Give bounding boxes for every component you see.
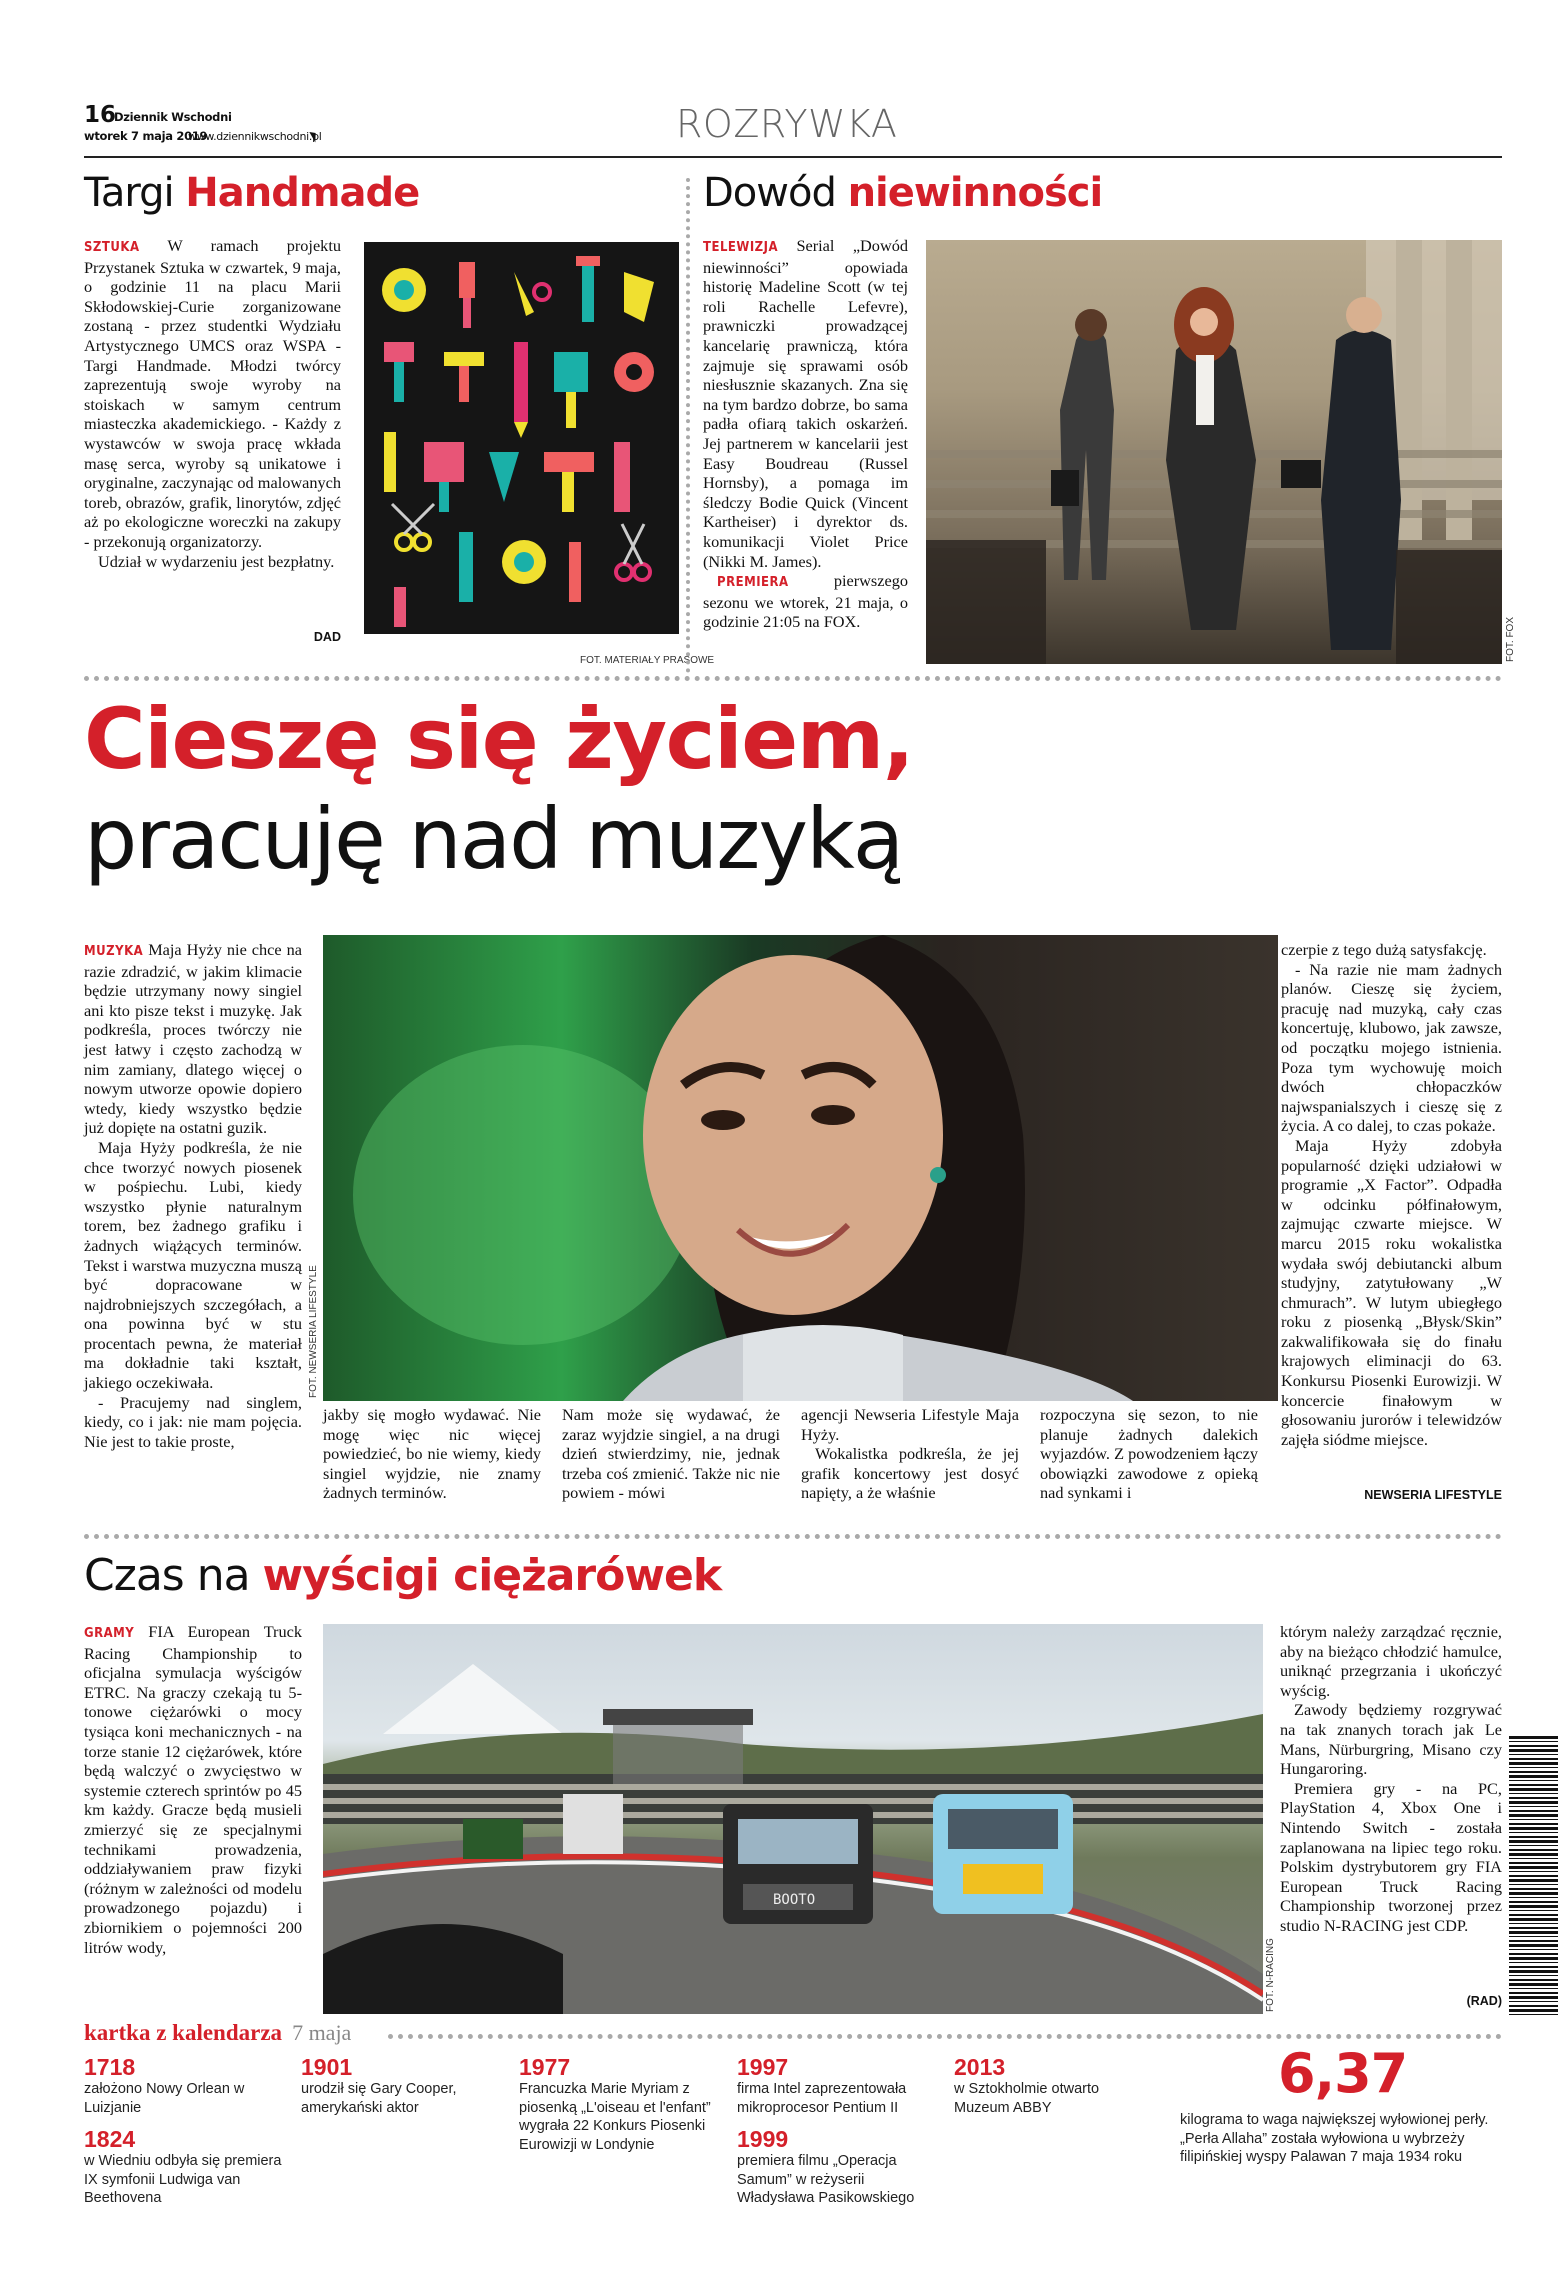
article-muzyka-p2: Maja Hyży podkreśla, że nie chce tworzyć nowych piosenek w pośpiechu. Lubi, kiedy wszystko płynie naturalnym torem, bez żadnego grafiku i żadnych wiążących terminów. Tekst i warstwa muzyczna muszą być dopracowane w najdrobniejszych szczegółach, a ona powinna być w stu procentach pewna, że materiał ma dokładnie taki kształt, jakiego oczekiwała. <box>84 1137 302 1393</box>
article-muzyka-col6-p2: - Na razie nie mam żadnych planów. Cieszę się życiem, pracuję nad muzyką, cały czas koncertuję, klubowo, jak zawsze, od początku mojego istnienia. Poza tym wychowuję moich dwóch chłopaczków najwspanialszych i cieszę się z życia. A co dalej, to czas pokaże. <box>1281 959 1502 1136</box>
article-targi-p1: SZTUKA W ramach projektu Przystanek Sztuka w czwartek, 9 maja, o godzinie 11 na placu Marii Skłodowskiej-Curie zorganizowane zostaną - przez studentki Wydziału Artystycznego UMCS oraz WSPA - Targi Handmade. Młodzi twórcy zaprezentują swoje wyroby na stoiskach w samym centrum miasteczka akademickiego. - Każdy z wystawców w swoja pracę wkłada masę serca, wyroby są unikatowe i oryginalne, zaczynając od malowanych toreb, obrazów, grafik, linorytów, zdjęć aż po ekologiczne woreczki na zakupy - przekonują organizatorzy. <box>84 236 341 551</box>
column-divider-top <box>686 178 690 673</box>
article-muzyka-col4-p2: Wokalistka podkreśla, że jej grafik koncertowy jest dosyć napięty, a że właśnie <box>801 1444 1019 1503</box>
tools-pattern <box>382 256 654 627</box>
calendar-entry-1999 <box>737 2126 937 2208</box>
kicker-sztuka: SZTUKA <box>84 240 140 255</box>
calendar-title: kartka z kalendarza <box>84 2020 283 2045</box>
photo-credit-fox: FOT. FOX <box>1505 617 1516 662</box>
truck-racing-screenshot <box>323 1624 1263 2014</box>
calendar-year: 2013 <box>954 2054 1006 2080</box>
barcode <box>1509 1736 1558 2016</box>
tv-series-photo <box>926 240 1502 664</box>
photo-credit-targi: FOT. MATERIAŁY PRASOWE <box>580 655 715 666</box>
section-divider-1 <box>84 676 1502 681</box>
article-gramy-p1: GRAMY FIA European Truck Racing Championship to oficjalna symulacja wyścigów ETRC. Na graczy czekają tu 5-tonowe ciężarówki o mocy tysiąca koni mechanicznych - na torze stanie 12 ciężarówek, które będą walczyć o zwycięstwo w systemie czterech sprintów po 45 km każdy. Gracze będą musieli zmierzyć się ze specjalnymi technikami prowadzenia, oddziaływaniem praw fizyki (różnym w zależności od modelu prowadzonego pojazdu) i zbiornikiem o pojemności 200 litrów wody, <box>84 1622 302 1957</box>
photo-credit-newseria: FOT. NEWSERIA LIFESTYLE <box>308 1265 319 1398</box>
kicker-telewizja: TELEWIZJA <box>703 240 779 255</box>
calendar-year: 1718 <box>84 2054 136 2080</box>
calendar-entry-1997 <box>737 2054 937 2117</box>
article-muzyka-col4 <box>801 1405 1019 1503</box>
article-gramy-right-p3: Premiera gry - na PC, PlayStation 4, Xbox One i Nintendo Switch - została zaplanowana na lipiec tego roku. Polskim dystrybutorem gry FIA European Truck Racing Championship tworzonej przez studio N-RACING jest CDP. <box>1280 1778 1502 1935</box>
fact-text: kilograma to waga największej wyłowionej perły. „Perła Allaha” została wyłowiona u wybrzeży filipińskiej wyspy Palawan 7 maja 1934 roku <box>1180 2112 1489 2165</box>
fact-number: 6,37 <box>1278 2042 1408 2105</box>
calendar-text: firma Intel zaprezentowała mikroprocesor Pentium II <box>737 2081 907 2116</box>
article-gramy-right-p1: którym należy zarządzać ręcznie, aby na bieżąco chłodzić hamulce, uniknąć przegrzania i ukończyć wyścig. <box>1280 1622 1502 1700</box>
article-muzyka-col6-p1: czerpie z tego dużą satysfakcję. <box>1281 940 1487 959</box>
article-targi-p2: Udział w wydarzeniu jest bezpłatny. <box>98 551 335 571</box>
kicker-gramy: GRAMY <box>84 1626 135 1641</box>
article-muzyka-col6 <box>1281 940 1502 1449</box>
header-rule <box>84 156 1502 158</box>
article-muzyka-col6-p3: Maja Hyży zdobyła popularność dzięki udziałowi w programie „X Factor”. Odpadła w odcinku półfinałowym, zajmując czwarte miejsce. W marcu 2015 roku wokalistka wydała swój debiutancki album studyjny, zatytułowany „W chmurach”. W lutym ubiegłego roku z piosenką „Błysk/Skin” zakwalifikowała się do finału krajowych eliminacji do 63. Konkursu Piosenki Eurowizji. W koncercie finałowym w głosowaniu jurorów i telewidzów zajęła siódme miejsce. <box>1281 1135 1502 1449</box>
truck-logo-text: BOOTO <box>773 1892 816 1908</box>
kicker-premiera: PREMIERA <box>717 575 789 591</box>
calendar-year: 1977 <box>519 2054 571 2080</box>
calendar-text: założono Nowy Orlean w Luizjanie <box>84 2081 245 2116</box>
headline-main-black: pracuję nad muzyką <box>84 790 903 888</box>
truck-blue <box>933 1794 1073 1914</box>
headline-targi: Targi Handmade <box>84 170 420 216</box>
article-gramy-right <box>1280 1622 1502 1936</box>
calendar-text: urodził się Gary Cooper, amerykański aktor <box>301 2081 457 2116</box>
calendar-text: w Sztokholmie otwarto Muzeum ABBY <box>954 2081 1100 2116</box>
calendar-date: 7 maja <box>292 2020 352 2045</box>
page-number: 16 <box>84 102 117 128</box>
calendar-divider <box>388 2034 1502 2039</box>
signature-rad: (RAD) <box>1466 1994 1502 2008</box>
maja-hyzy-photo <box>323 935 1278 1401</box>
calendar-entry-2013 <box>954 2054 1154 2117</box>
article-dowod-body <box>703 236 908 632</box>
article-muzyka-col3: Nam może się wydawać, że zaraz wyjdzie singiel, a na drugi dzień stwierdzimy, nie, jednak trzeba coś zmienić. Także nic nie powiem - mówi <box>562 1405 780 1503</box>
calendar-entry-1901 <box>301 2054 501 2117</box>
headline-wyscigi: Czas na wyścigi ciężarówek <box>84 1550 722 1601</box>
article-muzyka-p1: MUZYKA Maja Hyży nie chce na razie zdradzić, w jakim klimacie będzie utrzymany nowy singiel ani kto pisze tekst i muzykę. Jak podkreśla, proces twórczy nie jest łatwy i często zachodzą w nim zamiany, dlatego więcej o nowym utworze opowie dopiero wtedy, kiedy wszystko będzie już dopięte na ostatni guzik. <box>84 940 302 1138</box>
calendar-text: Francuzka Marie Myriam z piosenką „L'oiseau et l'enfant” wygrała 22 Konkurs Piosenki Eurowizji w Londynie <box>519 2081 711 2153</box>
article-muzyka-col5: rozpoczyna się sezon, to nie planuje żadnych dalekich wyjazdów. Z powodzeniem łączy obowiązki zawodowe z opieką nad synkami i <box>1040 1405 1258 1503</box>
section-name: ROZRYWKA <box>676 102 898 146</box>
article-gramy-right-p2: Zawody będziemy rozgrywać na tak znanych torach jak Le Mans, Nürburgring, Misano czy Hungaroring. <box>1280 1700 1502 1779</box>
headline-main-red: Cieszę się życiem, <box>84 690 914 788</box>
article-muzyka-p3: - Pracujemy nad singlem, kiedy, co i jak: nie mam pojęcia. Nie jest to takie proste, <box>84 1392 302 1451</box>
calendar-text: premiera filmu „Operacja Samum” w reżyserii Władysława Pasikowskiego <box>737 2153 915 2206</box>
issue-date: wtorek 7 maja 2019 <box>84 129 208 143</box>
calendar-year: 1997 <box>737 2054 789 2080</box>
handmade-tools-illustration <box>364 242 679 634</box>
calendar-year: 1999 <box>737 2126 789 2152</box>
calendar-year: 1901 <box>301 2054 353 2080</box>
calendar-year: 1824 <box>84 2126 136 2152</box>
article-muzyka-col1 <box>84 940 302 1451</box>
calendar-entry-1977 <box>519 2054 719 2154</box>
signature-dad: DAD <box>313 630 341 644</box>
site-url[interactable]: www.dziennikwschodni.pl <box>188 130 322 143</box>
signature-newseria: NEWSERIA LIFESTYLE <box>1364 1488 1502 1502</box>
photo-credit-nracing: FOT. N-RACING <box>1265 1938 1276 2012</box>
article-gramy-left <box>84 1622 302 1957</box>
paper-name: Dziennik Wschodni <box>114 110 232 124</box>
calendar-text: w Wiedniu odbyła się premiera IX symfonii Ludwiga van Beethovena <box>84 2153 282 2206</box>
calendar-entry-1718 <box>84 2054 284 2117</box>
article-muzyka-col2: jakby się mogło wydawać. Nie mogę więc nic więcej powiedzieć, bo nie wiemy, kiedy singiel wyjdzie, nie znamy żadnych terminów. <box>323 1405 541 1503</box>
truck-black <box>723 1804 873 1924</box>
article-targi-body <box>84 236 341 571</box>
section-divider-2 <box>84 1534 1502 1539</box>
kicker-muzyka: MUZYKA <box>84 944 144 959</box>
page-header <box>84 102 1502 160</box>
headline-dowod: Dowód niewinności <box>703 170 1103 216</box>
article-muzyka-col4-p1: agencji Newseria Lifestyle Maja Hyży. <box>801 1405 1019 1444</box>
article-dowod-p1: TELEWIZJA Serial „Dowód niewinności” opowiada historię Madeline Scott (w tej roli Rachelle Lefevre), prawniczki prowadzącej kancelarię prawniczą, która zajmuje się sprawami osób niesłusznie skazanych. Zna się na tym bardzo dobrze, bo sama padła ofiarą takich oskarżeń. Jej partnerem w kancelarii jest Easy Boudreau (Russel Hornsby), a pomaga im śledczy Bodie Quick (Vincent Kartheiser) i dyrektor ds. komunikacji Violet Price (Nikki M. James). <box>703 236 908 571</box>
article-dowod-p2: PREMIERA pierwszego sezonu we wtorek, 21 maja, o godzinie 21:05 na FOX. <box>703 571 908 632</box>
calendar-entry-1824 <box>84 2126 284 2208</box>
